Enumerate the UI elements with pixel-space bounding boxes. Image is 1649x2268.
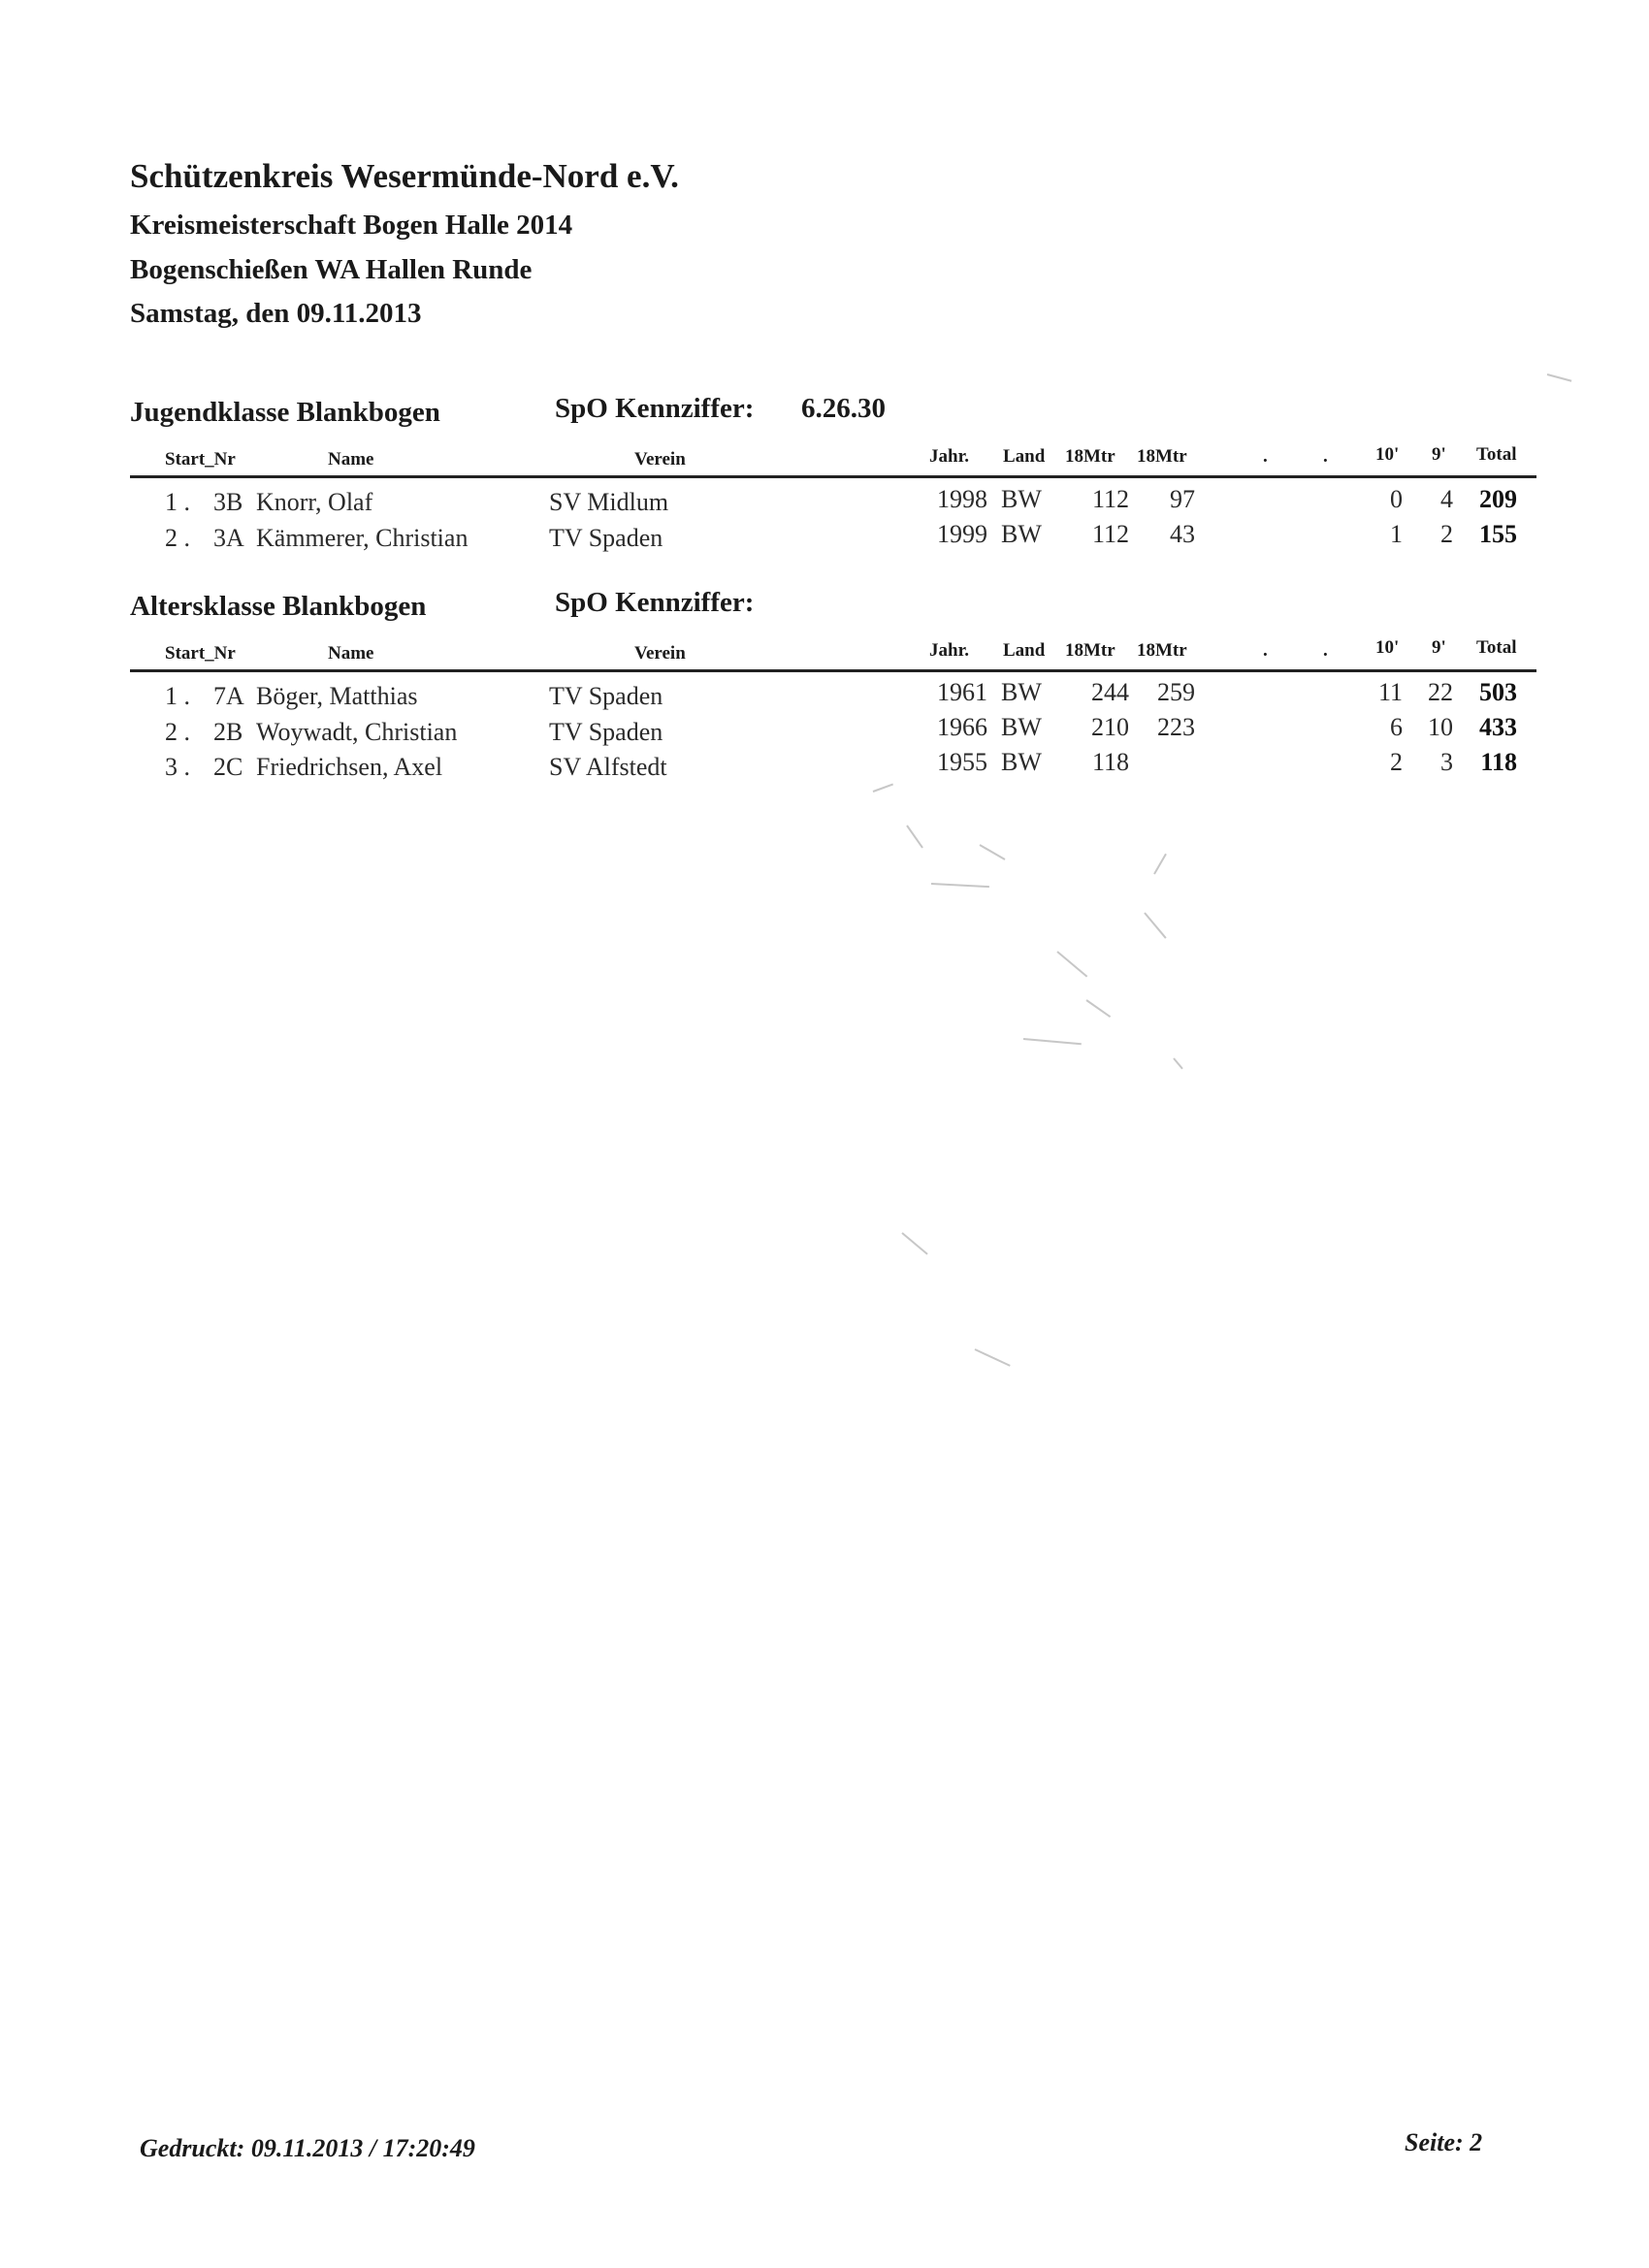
country: BW: [1001, 678, 1042, 706]
start-nr: 7A: [213, 682, 244, 710]
total-score: 118: [1480, 748, 1517, 776]
score-round1: 244: [1091, 678, 1129, 706]
spo-label: SpO Kennziffer:: [555, 393, 755, 424]
start-nr: 3B: [213, 488, 243, 516]
printed-timestamp: Gedruckt: 09.11.2013 / 17:20:49: [140, 2134, 475, 2162]
col-dot1: .: [1263, 640, 1268, 661]
nines-count: 4: [1440, 485, 1453, 513]
page-number: Seite: 2: [1405, 2128, 1483, 2156]
col-tens: 10': [1375, 444, 1400, 465]
score-round1: 112: [1091, 520, 1129, 548]
score-round2: 43: [1170, 520, 1195, 548]
country: BW: [1001, 748, 1042, 776]
birth-year: 1961: [937, 678, 987, 706]
col-land: Land: [1003, 446, 1046, 467]
athlete-name: Woywadt, Christian: [256, 718, 458, 746]
section-title: Altersklasse Blankbogen: [130, 591, 427, 622]
col-dist1: 18Mtr: [1065, 446, 1116, 467]
col-dist2: 18Mtr: [1137, 446, 1187, 467]
col-dot2: .: [1323, 446, 1328, 467]
club: TV Spaden: [549, 524, 663, 552]
scan-mark: [931, 883, 989, 888]
birth-year: 1999: [937, 520, 987, 548]
col-start-nr: Start_Nr: [165, 643, 236, 664]
col-total: Total: [1476, 444, 1517, 465]
total-score: 433: [1479, 713, 1517, 741]
start-nr: 3A: [213, 524, 244, 552]
total-score: 209: [1479, 485, 1517, 513]
event-title: Kreismeisterschaft Bogen Halle 2014: [130, 210, 573, 241]
club: SV Midlum: [549, 488, 669, 516]
scan-mark: [906, 825, 923, 848]
club: TV Spaden: [549, 718, 663, 746]
nines-count: 10: [1428, 713, 1453, 741]
col-tens: 10': [1375, 637, 1400, 658]
tens-count: 1: [1390, 520, 1403, 548]
col-jahr: Jahr.: [929, 446, 970, 467]
birth-year: 1955: [937, 748, 987, 776]
tens-count: 2: [1390, 748, 1403, 776]
scan-mark: [980, 844, 1006, 860]
rank: 3 .: [165, 753, 190, 781]
score-round1: 210: [1091, 713, 1129, 741]
col-jahr: Jahr.: [929, 640, 970, 661]
total-score: 155: [1479, 520, 1517, 548]
score-round2: 223: [1157, 713, 1195, 741]
country: BW: [1001, 485, 1042, 513]
scan-mark: [1023, 1038, 1082, 1045]
header-rule: [130, 475, 1536, 478]
col-name: Name: [328, 643, 374, 664]
col-dist2: 18Mtr: [1137, 640, 1187, 661]
nines-count: 2: [1440, 520, 1453, 548]
scan-mark: [1173, 1057, 1183, 1069]
scan-mark: [975, 1348, 1011, 1367]
col-dist1: 18Mtr: [1065, 640, 1116, 661]
scan-mark: [1144, 912, 1166, 938]
rank: 1 .: [165, 488, 190, 516]
athlete-name: Böger, Matthias: [256, 682, 418, 710]
discipline-title: Bogenschießen WA Hallen Runde: [130, 254, 533, 285]
athlete-name: Kämmerer, Christian: [256, 524, 469, 552]
athlete-name: Knorr, Olaf: [256, 488, 373, 516]
scan-mark: [1547, 373, 1572, 382]
club: SV Alfstedt: [549, 753, 667, 781]
col-dot1: .: [1263, 446, 1268, 467]
rank: 2 .: [165, 718, 190, 746]
score-round1: 118: [1091, 748, 1129, 776]
spo-label: SpO Kennziffer:: [555, 587, 755, 618]
spo-value: 6.26.30: [801, 393, 886, 424]
date-title: Samstag, den 09.11.2013: [130, 298, 422, 329]
athlete-name: Friedrichsen, Axel: [256, 753, 443, 781]
tens-count: 6: [1390, 713, 1403, 741]
col-nines: 9': [1432, 444, 1446, 465]
country: BW: [1001, 520, 1042, 548]
tens-count: 0: [1390, 485, 1403, 513]
start-nr: 2B: [213, 718, 243, 746]
col-dot2: .: [1323, 640, 1328, 661]
col-nines: 9': [1432, 637, 1446, 658]
club: TV Spaden: [549, 682, 663, 710]
scan-mark: [1056, 951, 1087, 977]
scan-mark: [1153, 854, 1167, 875]
score-round1: 112: [1091, 485, 1129, 513]
col-start-nr: Start_Nr: [165, 449, 236, 470]
score-round2: 97: [1170, 485, 1195, 513]
score-round2: 259: [1157, 678, 1195, 706]
rank: 1 .: [165, 682, 190, 710]
nines-count: 3: [1440, 748, 1453, 776]
scan-mark: [901, 1232, 927, 1254]
col-total: Total: [1476, 637, 1517, 658]
col-verein: Verein: [634, 643, 686, 664]
rank: 2 .: [165, 524, 190, 552]
birth-year: 1966: [937, 713, 987, 741]
scan-mark: [1085, 999, 1111, 1018]
total-score: 503: [1479, 678, 1517, 706]
tens-count: 11: [1377, 678, 1403, 706]
col-land: Land: [1003, 640, 1046, 661]
header-rule: [130, 669, 1536, 672]
organization-title: Schützenkreis Wesermünde-Nord e.V.: [130, 157, 679, 195]
col-name: Name: [328, 449, 374, 470]
nines-count: 22: [1428, 678, 1453, 706]
birth-year: 1998: [937, 485, 987, 513]
scan-mark: [873, 784, 893, 793]
country: BW: [1001, 713, 1042, 741]
start-nr: 2C: [213, 753, 243, 781]
section-title: Jugendklasse Blankbogen: [130, 397, 440, 428]
col-verein: Verein: [634, 449, 686, 470]
